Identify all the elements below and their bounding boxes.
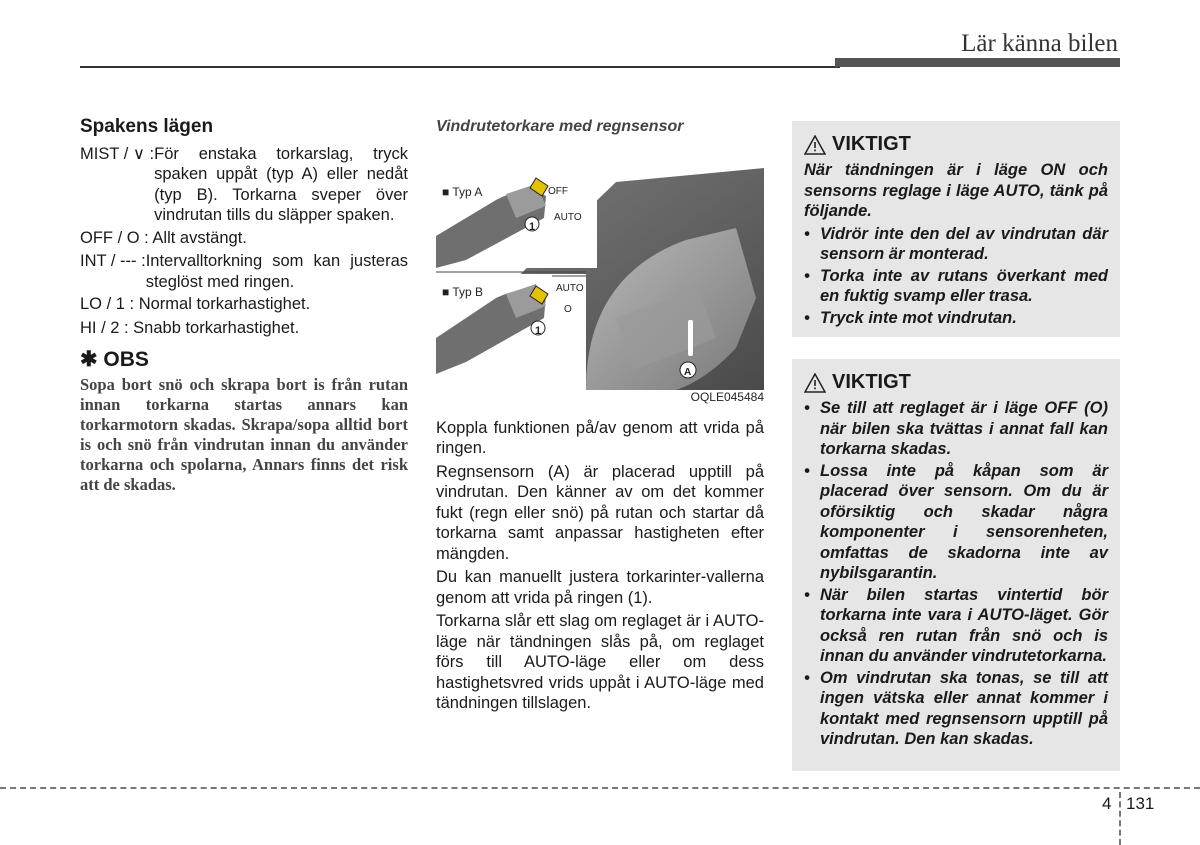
section-heading: Spakens lägen xyxy=(80,116,214,137)
warning-triangle-icon xyxy=(804,135,826,155)
warning-box-2 xyxy=(792,359,1120,771)
warning-intro: När tändningen är i läge ON och sensorns reglage i läge AUTO, tänk på följande. xyxy=(804,161,1108,220)
list-item-text: Om vindrutan ska tonas, se till att ingen vätska eller annat kommer i kontakt med regnsensorn upptill på vindrutan. Den kan skadas. xyxy=(820,668,1108,748)
def-hi: HI / 2 : Snabb torkarhastighet. xyxy=(80,318,300,337)
ring-1-label-a: 1 xyxy=(529,220,536,233)
list-item xyxy=(804,398,1108,460)
bullet: • xyxy=(804,585,810,604)
o-label: O xyxy=(564,303,572,315)
figure-caption: Vindrutetorkare med regnsensor xyxy=(436,118,684,135)
bullet: • xyxy=(804,668,810,687)
middle-column xyxy=(436,117,764,717)
def-desc-mist: För enstaka torkarslag, tryck spaken uppåt (typ A) eller nedåt (typ B). Torkarna sveper över vindrutan tills du släpper spaken. xyxy=(154,144,408,224)
bullet: • xyxy=(804,266,810,285)
typ-b-label: ■ Typ B xyxy=(442,284,484,299)
list-item xyxy=(804,308,1108,329)
sensor-a-label: A xyxy=(684,366,692,378)
warning-triangle-icon xyxy=(804,373,826,393)
wiper-illustration xyxy=(436,148,764,408)
middle-text xyxy=(436,418,764,714)
wiper-sensor-figure xyxy=(436,148,764,408)
paragraph: Koppla funktionen på/av genom att vrida på ringen. xyxy=(436,418,764,457)
list-item xyxy=(804,461,1108,584)
left-column xyxy=(80,117,408,495)
list-item xyxy=(804,668,1108,750)
chapter-number: 4 xyxy=(1102,794,1112,813)
list-item-text: Vidrör inte den del av vindrutan där sensorn är monterad. xyxy=(820,224,1108,263)
header-rule xyxy=(80,66,840,68)
def-mist xyxy=(80,144,408,226)
def-term-mist: MIST / ∨ : xyxy=(80,144,155,163)
warning-list xyxy=(804,224,1108,329)
def-desc-int: Intervalltorkning som kan justeras steglöst med ringen. xyxy=(145,252,408,291)
warning-title: VIKTIGT xyxy=(832,371,911,393)
warning-heading xyxy=(804,371,1108,394)
paragraph: Torkarna slår ett slag om reglaget är i AUTO-läge när tändningen slås på, om reglaget förs till AUTO-läge eller om dess hastighetsvred vrids uppåt i AUTO-läge med tändningen tillslagen. xyxy=(436,612,764,712)
list-item-text: Tryck inte mot vindrutan. xyxy=(820,308,1017,327)
list-item-text: Torka inte av rutans överkant med en fuktig svamp eller trasa. xyxy=(820,266,1108,305)
list-item-text: När bilen startas vintertid bör torkarna inte vara i AUTO-läget. Gör också ren rutan från snö och is innan du använder vindrutetorkarna. xyxy=(820,585,1108,665)
page-number: 131 xyxy=(1126,794,1155,813)
ring-1-label-b: 1 xyxy=(535,324,542,337)
def-off: OFF / O : Allt avstängt. xyxy=(80,228,247,247)
def-lo: LO / 1 : Normal torkarhastighet. xyxy=(80,295,311,313)
warning-list xyxy=(804,398,1108,750)
warning-title: VIKTIGT xyxy=(832,133,911,155)
list-item xyxy=(804,266,1108,307)
bullet: • xyxy=(804,399,810,417)
warning-box-1 xyxy=(792,121,1120,337)
def-int xyxy=(80,251,408,292)
list-item xyxy=(804,585,1108,667)
footer-rule xyxy=(0,787,1200,789)
off-label: OFF xyxy=(548,185,568,197)
paragraph: Regnsensorn (A) är placerad upptill på vindrutan. Den känner av om det kommer fukt (regn eller snö) på rutan och startar då torkarna samt anpassar hastigheten efter mängden. xyxy=(436,462,764,563)
warning-heading xyxy=(804,133,1108,156)
obs-body: Sopa bort snö och skrapa bort is från rutan innan torkarna startas annars kan torkarmotorn skadas. Skrapa/sopa alltid bort is och snö från vindrutan innan du använder torkarna och spolarna, Annars finns det risk att de skadas. xyxy=(80,374,408,494)
bullet: • xyxy=(804,308,810,327)
def-term-int: INT / --- : xyxy=(80,252,146,270)
obs-heading: ✱ OBS xyxy=(80,348,149,371)
list-item-text: Se till att reglaget är i läge OFF (O) när bilen ska tvättas i annat fall kan torkarna skadas. xyxy=(820,399,1108,458)
list-item xyxy=(804,224,1108,265)
paragraph: Du kan manuellt justera torkarinter-vallerna genom att vrida på ringen (1). xyxy=(436,568,764,607)
auto-label-b: AUTO xyxy=(556,282,584,294)
chapter-title: Lär känna bilen xyxy=(961,30,1118,57)
footer-divider xyxy=(1119,792,1121,845)
typ-a-label: ■ Typ A xyxy=(442,184,483,199)
auto-label-a: AUTO xyxy=(554,211,582,223)
bullet: • xyxy=(804,224,810,243)
figure-code: OQLE045484 xyxy=(690,390,764,404)
header-accent-bar xyxy=(835,58,1120,67)
bullet: • xyxy=(804,461,810,480)
list-item-text: Lossa inte på kåpan som är placerad över sensorn. Om du är oförsiktig och skadar några komponenter i sensorenheten, omfattas de skadorna inte av nybilsgarantin. xyxy=(820,461,1108,582)
